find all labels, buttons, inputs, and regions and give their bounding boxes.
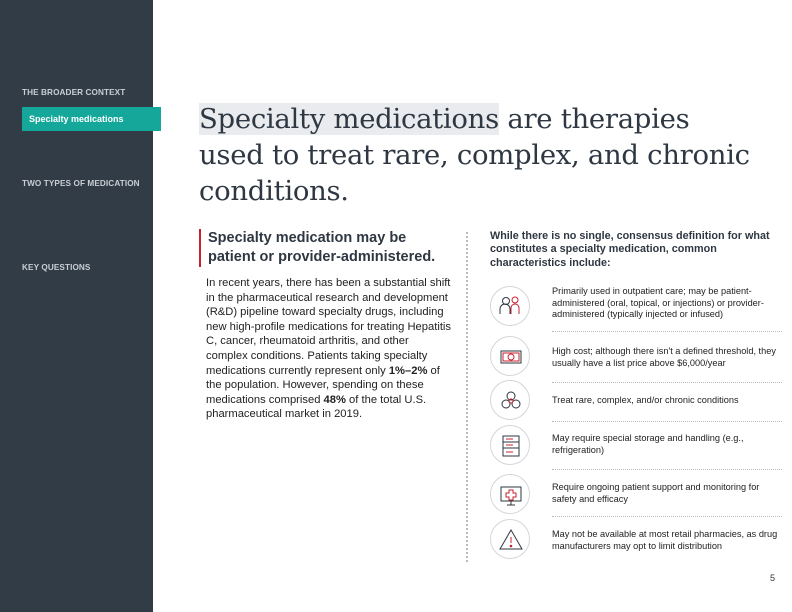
list-item [490,334,782,378]
nav-item-specialty-medications[interactable]: Specialty medications [22,107,161,131]
characteristic-text: May not be available at most retail pharmacies, as drug manufacturers may opt to limit distribution [552,529,778,551]
list-item [490,472,782,516]
warning-icon [490,519,530,559]
characteristic-text: High cost; although there isn't a defined threshold, they usually have a list price above $6,000/year [552,346,776,368]
biohazard-icon [490,380,530,420]
nav-item-broader-context[interactable]: THE BROADER CONTEXT [22,88,126,97]
row-divider [552,421,782,422]
nav-item-key-questions[interactable]: KEY QUESTIONS [22,263,91,272]
characteristic-text: Primarily used in outpatient care; may be patient-administered (oral, topical, or injections) or provider-administered (typically injected or infused) [552,286,764,320]
row-divider [552,331,782,332]
characteristic-text: Require ongoing patient support and monitoring for safety and efficacy [552,482,760,504]
page-title [199,101,759,209]
list-item [490,378,782,422]
title-rest: are therapies used to treat rare, complex, and chronic conditions. [199,103,750,207]
storage-shelf-icon [490,425,530,465]
list-item [490,284,782,328]
stat-population: 1%–2% [388,364,428,377]
page-number: 5 [770,573,776,583]
characteristics-intro: While there is no single, consensus definition for what constitutes a specialty medication, common characteristics include: [490,230,770,269]
nav-item-two-types[interactable]: TWO TYPES OF MEDICATION [22,179,140,188]
body-text-part: of the population. However, spending on these medications comprised [206,364,440,406]
characteristic-text: Treat rare, complex, and/or chronic conditions [552,395,739,405]
body-text-part: In recent years, there has been a substantial shift in the pharmaceutical research and development (R&D) pipeline toward specialty drugs, including new high-profile medications for treating Hepatitis C, cancer, rheumatoid arthritis, and other complex conditions. Patients taking specialty medications currently represent only [206,277,452,377]
list-item [490,423,782,467]
title-highlight: Specialty medications [199,103,499,135]
patient-doctor-icon [490,286,530,326]
section-subhead: Specialty medication may be patient or provider-administered. [199,229,449,267]
body-paragraph [206,276,451,422]
medical-monitor-icon [490,474,530,514]
characteristic-text: May require special storage and handling (e.g., refrigeration) [552,433,744,455]
row-divider [552,469,782,470]
sidebar-nav [0,0,153,612]
money-bill-icon [490,336,530,376]
column-divider [466,232,468,562]
list-item [490,517,782,561]
stat-spending: 48% [323,393,346,406]
body-text-part: of the total U.S. pharmaceutical market in 2019. [206,393,427,421]
